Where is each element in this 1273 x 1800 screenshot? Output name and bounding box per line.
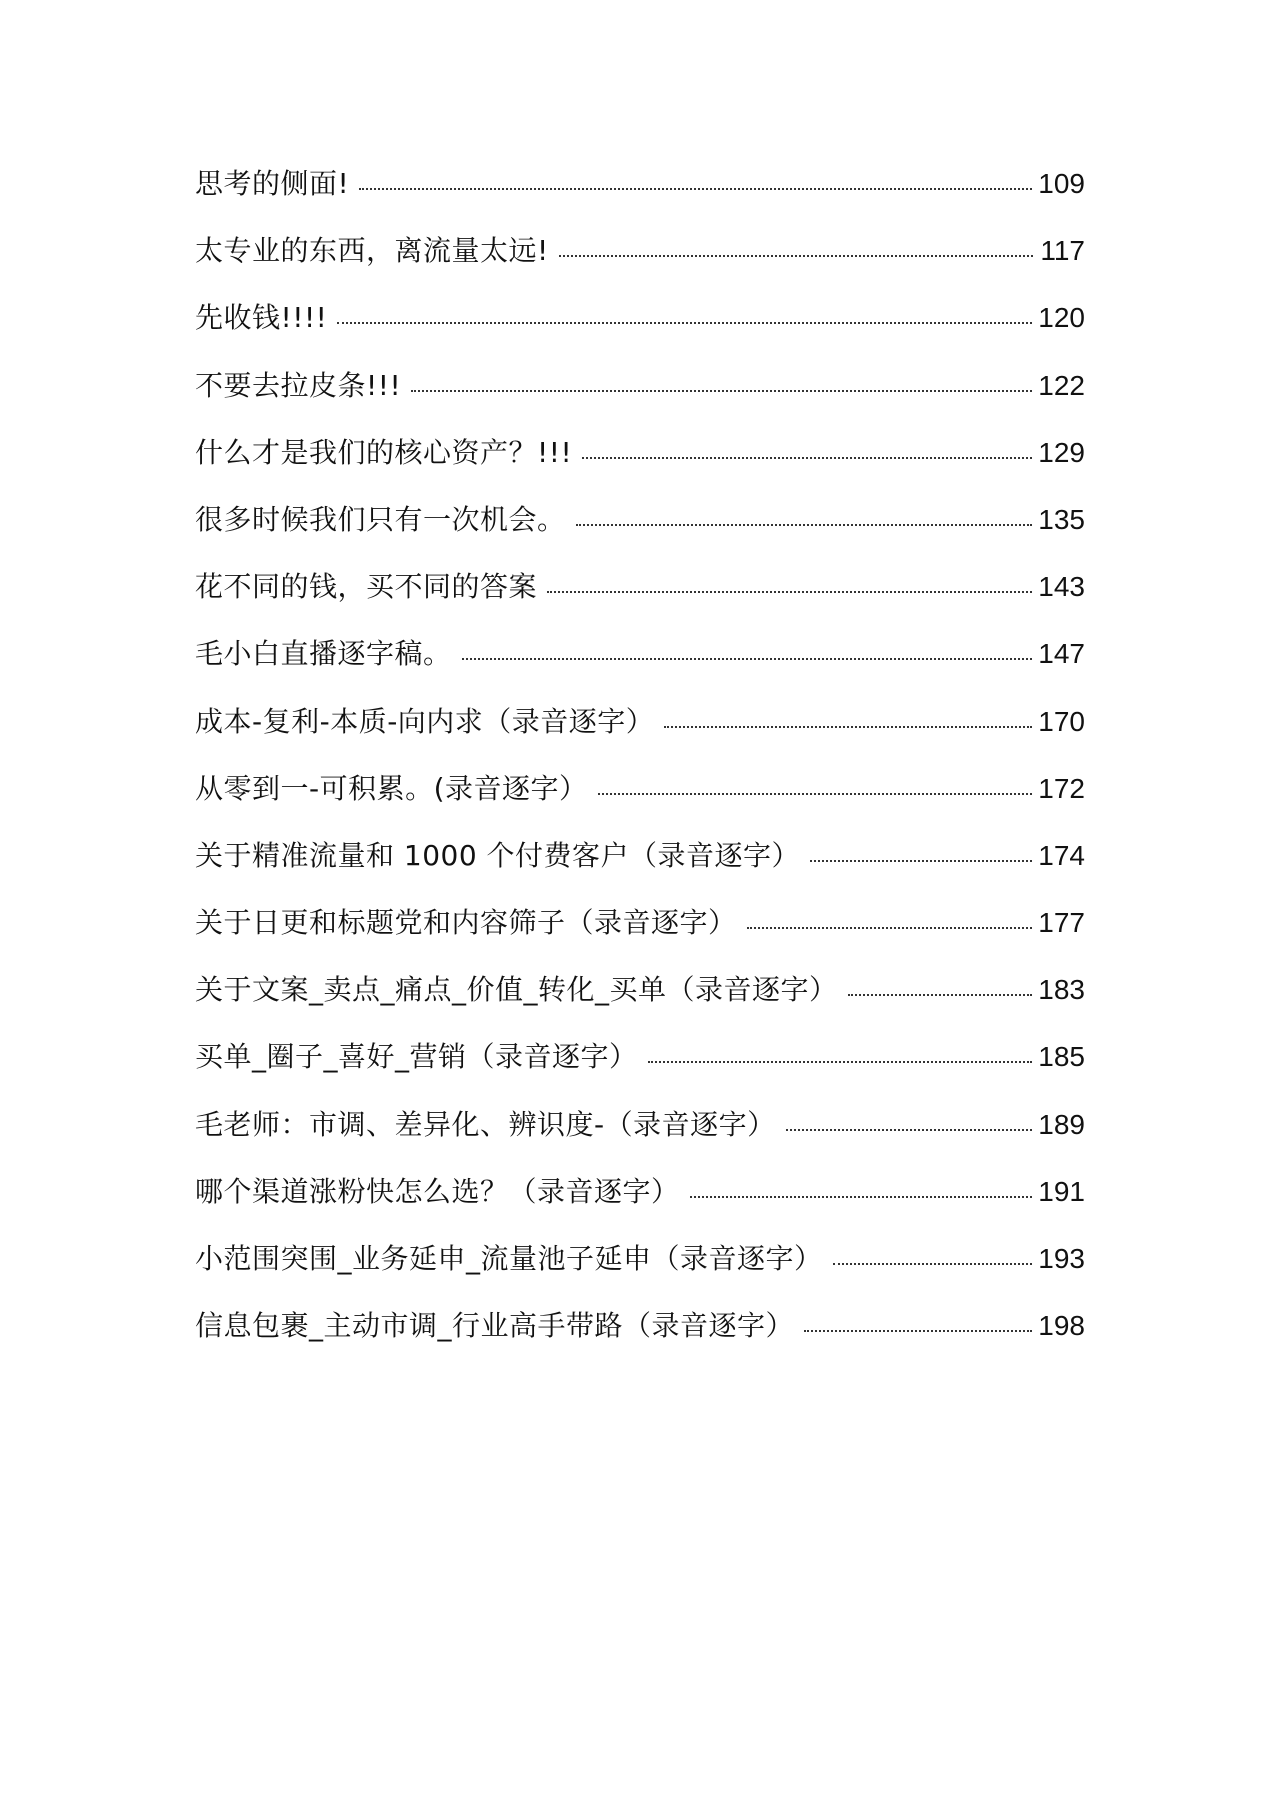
toc-entry-title: 花不同的钱，买不同的答案 (195, 570, 538, 604)
toc-entry-title: 关于日更和标题党和内容筛子（录音逐字） (195, 906, 737, 940)
toc-entry[interactable] (195, 231, 1085, 298)
toc-entry[interactable] (195, 164, 1085, 231)
toc-entry-title: 毛小白直播逐字稿。 (195, 637, 452, 671)
toc-entry-title: 毛老师：市调、差异化、辨识度-（录音逐字） (195, 1107, 776, 1141)
toc-entry-page-number: 174 (1038, 839, 1085, 871)
toc-entry[interactable] (195, 1306, 1085, 1373)
toc-entry-title: 哪个渠道涨粉快怎么选？（录音逐字） (195, 1174, 680, 1208)
toc-entry[interactable] (195, 836, 1085, 903)
toc-entry-page-number: 185 (1038, 1041, 1085, 1073)
toc-dot-leader (411, 390, 1032, 392)
table-of-contents (195, 164, 1085, 1373)
toc-entry-title: 什么才是我们的核心资产？!!! (195, 435, 573, 469)
toc-dot-leader (582, 457, 1032, 459)
toc-dot-leader (359, 188, 1032, 190)
toc-entry-page-number: 193 (1038, 1243, 1085, 1274)
toc-entry[interactable] (195, 298, 1085, 365)
toc-entry-page-number: 189 (1038, 1108, 1085, 1140)
toc-dot-leader (690, 1196, 1033, 1198)
toc-entry[interactable] (195, 1105, 1085, 1172)
toc-entry-title: 思考的侧面! (195, 167, 350, 200)
toc-entry-page-number: 143 (1038, 571, 1085, 603)
toc-entry[interactable] (195, 1172, 1085, 1239)
toc-entry-page-number: 117 (1040, 235, 1085, 267)
toc-entry[interactable] (195, 970, 1085, 1037)
toc-entry[interactable] (195, 1037, 1085, 1104)
toc-entry-title: 太专业的东西，离流量太远! (195, 234, 549, 268)
toc-dot-leader (559, 255, 1033, 257)
toc-entry[interactable] (195, 433, 1085, 500)
toc-entry[interactable] (195, 702, 1085, 769)
toc-entry-title: 关于文案_卖点_痛点_价值_转化_买单（录音逐字） (195, 973, 838, 1007)
toc-entry-page-number: 170 (1038, 705, 1085, 737)
toc-entry-title: 从零到一-可积累。(录音逐字） (195, 771, 588, 805)
toc-entry[interactable] (195, 903, 1085, 970)
toc-entry[interactable] (195, 769, 1085, 836)
toc-dot-leader (833, 1263, 1033, 1265)
toc-entry-page-number: 122 (1038, 369, 1085, 401)
toc-entry-page-number: 191 (1038, 1175, 1085, 1207)
toc-entry-title: 不要去拉皮条!!! (195, 368, 402, 402)
toc-dot-leader (747, 927, 1033, 929)
toc-entry-page-number: 109 (1038, 168, 1085, 199)
toc-dot-leader (462, 658, 1033, 660)
toc-entry-page-number: 183 (1038, 974, 1085, 1006)
toc-entry-page-number: 147 (1038, 638, 1085, 670)
toc-entry-page-number: 198 (1038, 1310, 1085, 1342)
toc-entry[interactable] (195, 366, 1085, 433)
toc-entry-title: 成本-复利-本质-向内求（录音逐字） (195, 704, 655, 738)
toc-entry-title: 先收钱!!!! (195, 301, 328, 335)
toc-dot-leader (810, 860, 1032, 862)
toc-entry[interactable] (195, 1239, 1085, 1306)
toc-dot-leader (337, 322, 1032, 324)
toc-dot-leader (547, 591, 1032, 593)
toc-dot-leader (804, 1330, 1032, 1332)
toc-entry-page-number: 177 (1038, 907, 1085, 939)
toc-entry-page-number: 120 (1038, 302, 1085, 334)
toc-dot-leader (648, 1061, 1033, 1063)
toc-dot-leader (598, 793, 1033, 795)
toc-entry-page-number: 172 (1038, 772, 1085, 804)
toc-entry-page-number: 135 (1038, 503, 1085, 535)
toc-dot-leader (664, 726, 1032, 728)
toc-entry-title: 买单_圈子_喜好_营销（录音逐字） (195, 1040, 638, 1074)
toc-entry[interactable] (195, 567, 1085, 634)
toc-entry-title: 关于精准流量和 1000 个付费客户（录音逐字） (195, 838, 801, 872)
toc-entry-page-number: 129 (1038, 436, 1085, 468)
toc-dot-leader (576, 524, 1033, 526)
toc-entry-title: 信息包裹_主动市调_行业高手带路（录音逐字） (195, 1309, 795, 1343)
toc-entry[interactable] (195, 634, 1085, 701)
toc-entry-title: 很多时候我们只有一次机会。 (195, 502, 566, 536)
toc-entry-title: 小范围突围_业务延申_流量池子延申（录音逐字） (195, 1242, 823, 1275)
toc-dot-leader (786, 1129, 1033, 1131)
toc-dot-leader (848, 994, 1033, 996)
toc-entry[interactable] (195, 500, 1085, 567)
